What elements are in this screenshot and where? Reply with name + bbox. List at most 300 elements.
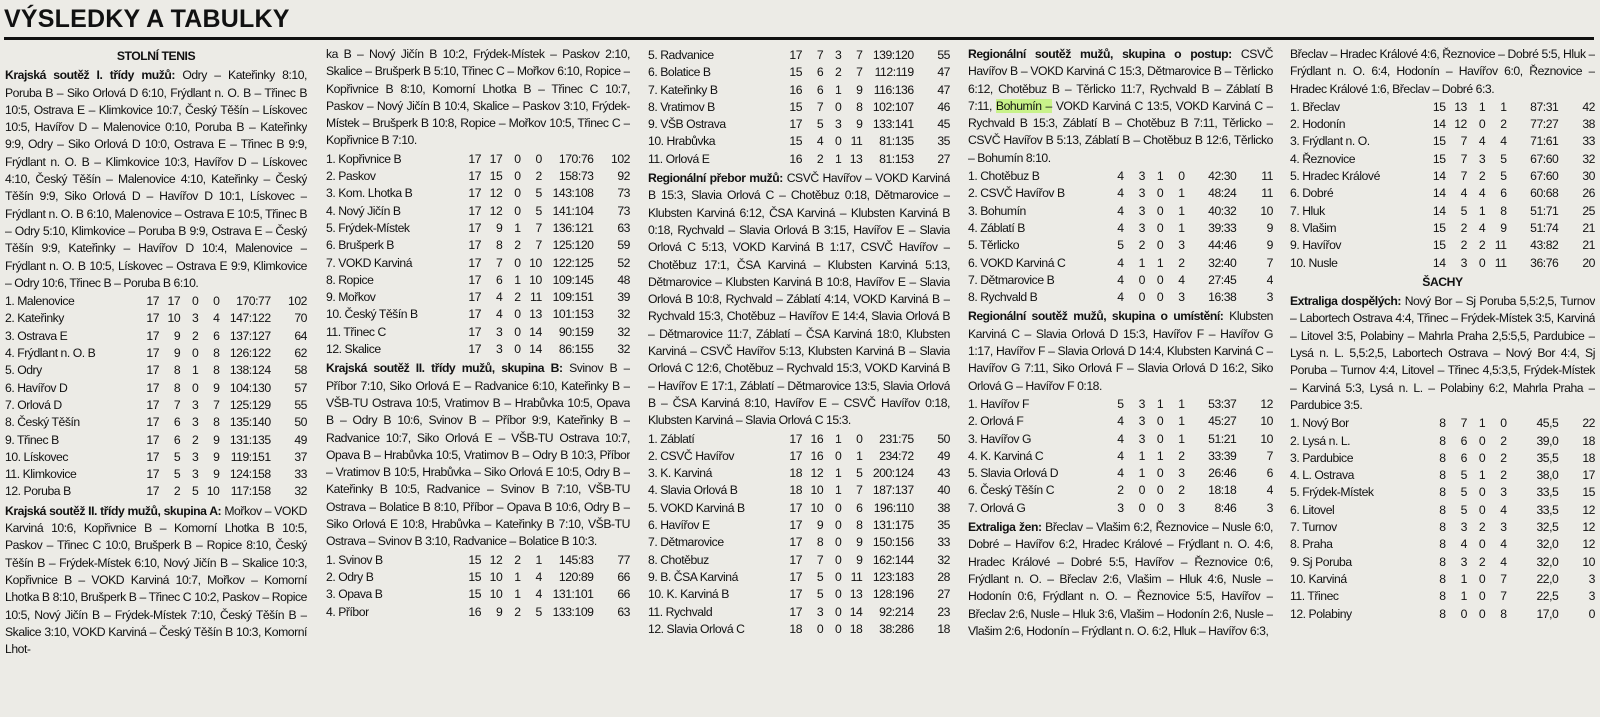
- draws: 0: [1156, 272, 1164, 287]
- losses: 5: [535, 604, 542, 619]
- draws: 0: [1156, 290, 1164, 305]
- losses: 2: [1500, 468, 1507, 483]
- score: 27:45: [1208, 272, 1237, 287]
- played: 8: [1439, 537, 1446, 552]
- table-row: [648, 621, 950, 638]
- points: 3: [1588, 571, 1595, 586]
- losses: 5: [535, 186, 542, 201]
- team-name: 3. Ostrava E: [5, 328, 68, 343]
- table-row: [968, 465, 1273, 482]
- points: 22: [1582, 416, 1595, 431]
- points: 35: [937, 518, 950, 533]
- played: 17: [468, 169, 482, 184]
- wins: 12: [489, 203, 503, 218]
- wins: 5: [173, 449, 181, 464]
- played: 17: [789, 117, 803, 132]
- score: 131:175: [872, 518, 914, 533]
- wins: 7: [1460, 151, 1467, 166]
- team-name: 10. Hrabůvka: [648, 134, 716, 149]
- score: 22,0: [1536, 571, 1559, 586]
- points: 32: [617, 307, 630, 322]
- team-name: 10. Český Těšín B: [326, 307, 418, 322]
- draws: 0: [1478, 433, 1486, 448]
- score: 123:183: [872, 569, 914, 584]
- played: 17: [468, 151, 482, 166]
- results-text: Svinov B – Příbor 7:10, Siko Orlová E – Radvanice 6:10, Kateřinky B – VŠB-TU Ostrava 10:5, Vratimov B – Hrabůvka 10:5, Opava B – Odry B 10:6, Svinov B – Příbor 9:9, Kateřinky B – Radvanice 10:7, Siko Orlová E – VŠB-TU Ostrava 10:7, Opava B – Hrabůvka 10:5, Vratimov B – Odry B 10:3, Příbor – Vratimov B 10:5, Hrabůvka – Siko Orlová E 10:5, Odry B – Kateřinky B 10:5, Radvanice – Svinov B 7:10, VŠB-TU Ostrava – Bolatice B 8:10, Příbor – Opava B 10:6, Odry B – Siko Orlová E 10:8, Hrabůvka – Kateřinky B 7:10, VŠB-TU Ostrava – Svinov B 3:10, Radvanice – Bolatice B 10:3.: [326, 361, 630, 549]
- wins: 2: [816, 151, 824, 166]
- wins: 15: [489, 169, 503, 184]
- losses: 9: [856, 82, 863, 97]
- team-name: 1. Břeclav: [1290, 99, 1340, 114]
- losses: 14: [529, 342, 542, 357]
- played: 18: [789, 483, 803, 498]
- points: 10: [1260, 203, 1273, 218]
- team-name: 6. Havířov E: [648, 518, 710, 533]
- losses: 5: [856, 466, 863, 481]
- results-text: Odry – Kateřinky 8:10, Poruba B – Siko Orlová D 6:10, Frýdlant n. O. B – Třinec B 10:5, Ostrava E – Klimkovice 10:7, Český Těšín – Lískovec 10:5, Havířov D – Malenovice 0:10, Poruba B – Kateřinky 9:9, Odry – Siko Orlová D 10:0, Ostrava E – Třinec B 9:9, Frýdlant n. O. B – Klimkovice 10:3, Havířov D – Lískovec 4:10, Český Těšín – Malenovice 4:10, Kateřinky – Český Těšín 9:9, Siko Orlová D – Havířov D 10:1, Lískovec – Frýdlant n. O. B 6:10, Malenovice – Ostrava E 10:5, Třinec B – Odry 5:10, Klimkovice – Poruba B 9:9, Ostrava E – Český Těšín 9:9, Kateřinky – Havířov D 10:4, Malenovice – Frýdlant n. O. B 10:5, Lískovec – Ostrava E 9:9, Klimkovice – Odry 10:6, Třinec B – Poruba B 6:10.: [5, 68, 307, 290]
- points: 46: [937, 99, 950, 114]
- played: 17: [146, 380, 160, 395]
- losses: 4: [1500, 502, 1507, 517]
- points: 10: [1260, 431, 1273, 446]
- losses: 1: [856, 448, 863, 463]
- wins: 8: [173, 380, 181, 395]
- table-row: [648, 604, 950, 621]
- points: 10: [1582, 554, 1595, 569]
- played: 17: [146, 415, 160, 430]
- draws: 1: [834, 431, 842, 446]
- draws: 0: [1478, 255, 1486, 270]
- table-row: [326, 289, 630, 306]
- standings-table: [326, 552, 630, 621]
- table-row: [1290, 237, 1595, 254]
- draws: 3: [191, 415, 199, 430]
- points: 47: [937, 65, 950, 80]
- wins: 5: [1460, 485, 1467, 500]
- played: 17: [146, 467, 160, 482]
- team-name: 9. Havířov: [1290, 238, 1342, 253]
- points: 40: [937, 483, 950, 498]
- losses: 13: [849, 587, 863, 602]
- wins: 6: [816, 65, 824, 80]
- played: 14: [1432, 203, 1446, 218]
- losses: 4: [535, 569, 542, 584]
- played: 17: [468, 186, 482, 201]
- wins: 1: [1138, 466, 1145, 481]
- points: 49: [937, 448, 950, 463]
- table-row: [1290, 151, 1595, 168]
- played: 3: [1117, 500, 1124, 515]
- losses: 8: [213, 346, 220, 361]
- played: 17: [789, 604, 803, 619]
- score: 17,0: [1536, 606, 1559, 621]
- played: 8: [1439, 606, 1446, 621]
- losses: 2: [1500, 117, 1507, 132]
- points: 3: [1588, 589, 1595, 604]
- losses: 4: [1500, 537, 1507, 552]
- table-row: [326, 552, 630, 569]
- losses: 10: [529, 272, 542, 287]
- played: 17: [146, 432, 160, 447]
- losses: 4: [213, 311, 220, 326]
- played: 8: [1439, 502, 1446, 517]
- played: 15: [468, 569, 482, 584]
- team-name: 3. Pardubice: [1290, 450, 1354, 465]
- points: 27: [937, 151, 950, 166]
- team-name: 2. Paskov: [326, 169, 376, 184]
- played: 17: [468, 342, 482, 357]
- losses: 8: [1500, 203, 1507, 218]
- table-row: [5, 397, 307, 414]
- table-row: [1290, 502, 1595, 519]
- team-name: 4. K. Karviná C: [968, 448, 1044, 463]
- team-name: 3. Havířov G: [968, 431, 1032, 446]
- wins: 12: [489, 552, 503, 567]
- points: 49: [294, 432, 307, 447]
- table-row: [326, 569, 630, 586]
- table-row: [968, 255, 1273, 272]
- score: 112:119: [874, 65, 914, 80]
- played: 17: [468, 203, 482, 218]
- wins: 12: [489, 186, 503, 201]
- results-text: CSVČ Havířov – VOKD Karviná B 15:3, Slavia Orlová C – Chotěbuz 0:18, Dětmarovice – Klubsten Karviná 6:12, ČSA Karviná – Klubsten Karviná B 0:18, Rychvald – Slavia Orlová B 3:15, Havířov E – Slavia Orlová C 5:13, VOKD Karviná B 1:17, CSVČ Havířov – Chotěbuz 17:1, ČSA Karviná – Klubsten Karviná 5:13, Dětmarovice – Klubsten Karviná B 10:8, Havířov E – Slavia Orlová B 10:8, Rychvald – Záblatí 4:14, VOKD Karviná B – Rychvald 15:3, Chotěbuz – Havířov E 14:4, Slavia Orlová B – Dětmarovice 11:7, Záblatí – ČSA Karviná 18:0, Klubsten Karviná – CSVČ Havířov 5:13, Klubsten Karviná B – Slavia Orlová C 12:6, Chotěbuz – Rychvald 15:3, VOKD Karviná B – Havířov E 17:1, Záblatí – Dětmarovice 13:5, Slavia Orlová B – ČSA Karviná 8:10, Havířov E – CSVČ Havířov 0:18, Klubsten Karviná – Slavia Orlová C 15:3.: [648, 171, 950, 428]
- wins: 7: [816, 552, 824, 567]
- losses: 6: [1500, 186, 1507, 201]
- draws: 0: [834, 552, 842, 567]
- draws: 0: [514, 324, 521, 339]
- draws: 1: [834, 82, 842, 97]
- team-name: 11. Orlová E: [648, 151, 710, 166]
- draws: 1: [1156, 169, 1164, 184]
- points: 66: [617, 587, 630, 602]
- losses: 9: [1500, 220, 1507, 235]
- score: 45:27: [1208, 414, 1237, 429]
- losses: 8: [856, 518, 863, 533]
- points: 12: [1582, 520, 1595, 535]
- score: 124:158: [229, 467, 271, 482]
- results-paragraph: [1290, 293, 1595, 414]
- losses: 6: [213, 328, 220, 343]
- played: 8: [1439, 554, 1446, 569]
- draws: 0: [514, 255, 521, 270]
- score: 187:137: [872, 483, 914, 498]
- table-row: [1290, 554, 1595, 571]
- played: 17: [146, 294, 160, 309]
- losses: 1: [1178, 431, 1185, 446]
- wins: 3: [495, 324, 503, 339]
- team-name: 6. Brušperk B: [326, 238, 394, 253]
- wins: 3: [1138, 169, 1145, 184]
- points: 23: [937, 604, 950, 619]
- wins: 5: [816, 117, 824, 132]
- played: 17: [789, 500, 803, 515]
- team-name: 11. Klimkovice: [5, 467, 77, 482]
- losses: 9: [213, 432, 220, 447]
- score: 92:214: [879, 604, 914, 619]
- played: 17: [789, 552, 803, 567]
- wins: 4: [1460, 186, 1467, 201]
- table-row: [326, 272, 630, 289]
- points: 25: [1582, 203, 1595, 218]
- score: 145:83: [558, 552, 594, 567]
- played: 14: [1432, 117, 1446, 132]
- team-name: 9. Třinec B: [5, 432, 59, 447]
- played: 17: [789, 587, 803, 602]
- losses: 2: [1500, 433, 1507, 448]
- team-name: 6. VOKD Karviná C: [968, 255, 1066, 270]
- losses: 1: [1178, 186, 1185, 201]
- played: 14: [1432, 255, 1446, 270]
- losses: 2: [1178, 483, 1185, 498]
- table-row: [968, 272, 1273, 289]
- points: 73: [617, 186, 630, 201]
- draws: 1: [514, 569, 521, 584]
- team-name: 2. Hodonín: [1290, 117, 1346, 132]
- score: 131:101: [552, 587, 594, 602]
- losses: 0: [213, 294, 220, 309]
- losses: 7: [856, 48, 863, 62]
- score: 170:76: [558, 151, 594, 166]
- league-name: Extraliga žen:: [968, 520, 1042, 535]
- draws: 2: [1478, 169, 1486, 184]
- results-paragraph: [5, 503, 307, 659]
- draws: 3: [191, 449, 199, 464]
- losses: 3: [1178, 500, 1185, 515]
- table-row: [968, 185, 1273, 202]
- score: 51:74: [1530, 220, 1559, 235]
- losses: 2: [535, 169, 542, 184]
- wins: 4: [495, 307, 503, 322]
- wins: 10: [167, 311, 181, 326]
- draws: 0: [834, 448, 842, 463]
- played: 8: [1439, 450, 1446, 465]
- losses: 0: [535, 151, 542, 166]
- score: 117:158: [230, 484, 271, 499]
- table-row: [648, 586, 950, 603]
- wins: 3: [495, 342, 503, 357]
- table-row: [1290, 571, 1595, 588]
- played: 4: [1117, 448, 1124, 463]
- score: 33,5: [1536, 502, 1559, 517]
- team-name: 10. Lískovec: [5, 449, 69, 464]
- played: 17: [789, 448, 803, 463]
- team-name: 4. Řeznovice: [1290, 151, 1356, 166]
- score: 8:46: [1214, 500, 1237, 515]
- draws: 0: [1478, 502, 1486, 517]
- points: 33: [1582, 134, 1595, 149]
- draws: 0: [514, 151, 521, 166]
- draws: 0: [1156, 483, 1164, 498]
- league-name: Krajská soutěž II. třídy mužů, skupina B:: [326, 361, 563, 376]
- score: 51:21: [1208, 431, 1237, 446]
- table-row: [1290, 588, 1595, 605]
- standings-table: [1290, 415, 1595, 623]
- score: 26:46: [1208, 466, 1237, 481]
- table-row: [648, 569, 950, 586]
- wins: 10: [810, 500, 824, 515]
- standings-table: [968, 396, 1273, 517]
- table-row: [326, 255, 630, 272]
- played: 16: [789, 82, 803, 97]
- score: 133:141: [872, 117, 914, 132]
- losses: 11: [850, 134, 863, 149]
- table-row: [648, 151, 950, 168]
- losses: 7: [1500, 589, 1507, 604]
- team-name: 8. Chotěbuz: [648, 552, 709, 567]
- team-name: 8. Český Těšín: [5, 415, 80, 430]
- losses: 2: [1500, 450, 1507, 465]
- played: 17: [468, 272, 482, 287]
- points: 50: [294, 415, 307, 430]
- wins: 3: [1138, 396, 1145, 411]
- results-text: Mořkov – VOKD Karviná 10:6, Kopřivnice B – Komorní Lhotka B 10:5, Paskov – Třinec C 10:0, Brušperk B – Ropice 8:10, Český Těšín B – Frýdek-Místek 6:10, Nový Jičín B – Skalice 10:3, Kopřivnice B – VOKD Karviná 10:7, Mořkov – Komorní Lhotka B 8:10, Brušperk B – Třinec C 10:2, Paskov – Ropice 10:5, Nový Jičín B – Frýdek-Místek 7:10, Český Těšín B – Skalice 3:10, VOKD Karviná – Český Těšín B 10:3, Komorní Lhot-: [5, 503, 307, 657]
- draws: 3: [1478, 151, 1486, 166]
- results-text: VOKD Karviná C 13:5, VOKD Karviná C – Rychvald B 15:3, Záblatí B – Chotěbuz B 7:11, Těrlicko – CSVČ Havířov B 5:13, Záblatí B – Chotěbuz B 12:6, Těrlicko – Bohumín 8:10.: [968, 98, 1273, 165]
- column-1: [5, 46, 307, 714]
- played: 4: [1117, 272, 1124, 287]
- score: 39:33: [1208, 220, 1237, 235]
- score: 90:159: [558, 324, 594, 339]
- losses: 1: [535, 552, 542, 567]
- draws: 1: [514, 272, 521, 287]
- draws: 0: [514, 342, 521, 357]
- draws: 0: [1156, 220, 1164, 235]
- table-row: [648, 47, 950, 64]
- team-name: 11. Rychvald: [648, 604, 713, 619]
- points: 45: [937, 117, 950, 132]
- score: 18:18: [1208, 483, 1237, 498]
- wins: 0: [1138, 483, 1145, 498]
- standings-table: [326, 151, 630, 359]
- score: 32,0: [1536, 554, 1559, 569]
- losses: 8: [856, 99, 863, 114]
- score: 143:108: [552, 186, 594, 201]
- draws: 0: [834, 569, 842, 584]
- team-name: 12. Polabiny: [1290, 606, 1352, 621]
- score: 33:39: [1208, 448, 1237, 463]
- wins: 17: [167, 294, 181, 309]
- wins: 7: [1460, 169, 1467, 184]
- points: 18: [937, 621, 950, 636]
- points: 55: [937, 48, 950, 62]
- score: 139:120: [872, 48, 914, 62]
- team-name: 5. Odry: [5, 363, 42, 378]
- wins: 2: [1138, 238, 1145, 253]
- page-title: VÝSLEDKY A TABULKY: [4, 5, 290, 33]
- team-name: 6. Havířov D: [5, 380, 68, 395]
- table-row: [648, 64, 950, 81]
- table-row: [968, 203, 1273, 220]
- played: 17: [789, 518, 803, 533]
- points: 92: [617, 169, 630, 184]
- losses: 1: [1500, 99, 1507, 114]
- results-paragraph: [1290, 46, 1595, 98]
- points: 27: [937, 587, 950, 602]
- losses: 5: [535, 203, 542, 218]
- losses: 8: [213, 363, 220, 378]
- wins: 1: [1138, 448, 1145, 463]
- wins: 3: [816, 604, 824, 619]
- wins: 6: [1460, 450, 1467, 465]
- wins: 0: [1460, 606, 1467, 621]
- table-row: [326, 341, 630, 358]
- score: 16:38: [1208, 290, 1237, 305]
- team-name: 6. Litovel: [1290, 502, 1335, 517]
- played: 8: [1439, 520, 1446, 535]
- results-text: CSVČ Havířov B – VOKD Karviná C 15:3, Dětmarovice B – Těrlicko 6:12, Chotěbuz B – Těrlicko 11:7, Rychvald B – Záblatí B 7:11,: [968, 47, 1273, 113]
- section-heading-table-tennis: STOLNÍ TENIS: [116, 49, 196, 63]
- score: 109:151: [552, 290, 594, 305]
- losses: 18: [849, 621, 863, 636]
- played: 17: [789, 535, 803, 550]
- played: 14: [1432, 186, 1446, 201]
- team-name: 2. Orlová F: [968, 414, 1024, 429]
- losses: 11: [530, 290, 542, 305]
- points: 102: [611, 151, 630, 166]
- points: 35: [937, 134, 950, 149]
- played: 4: [1117, 255, 1124, 270]
- losses: 11: [1494, 238, 1507, 253]
- draws: 0: [1156, 414, 1164, 429]
- table-row: [968, 431, 1273, 448]
- points: 12: [1260, 396, 1273, 411]
- table-row: [326, 185, 630, 202]
- wins: 3: [1138, 220, 1145, 235]
- points: 50: [937, 431, 950, 446]
- draws: 1: [1478, 416, 1486, 431]
- draws: 0: [191, 380, 199, 395]
- page-header: [4, 4, 1594, 42]
- table-row: [326, 203, 630, 220]
- played: 15: [789, 134, 803, 149]
- played: 17: [146, 484, 160, 499]
- played: 8: [1439, 589, 1446, 604]
- team-name: 2. Kateřinky: [5, 311, 64, 326]
- score: 104:130: [229, 380, 271, 395]
- score: 32,5: [1536, 520, 1559, 535]
- played: 17: [146, 363, 160, 378]
- draws: 1: [834, 466, 842, 481]
- wins: 9: [173, 328, 181, 343]
- draws: 0: [834, 587, 842, 602]
- draws: 0: [514, 169, 521, 184]
- table-row: [648, 482, 950, 499]
- team-name: 4. Záblatí B: [968, 220, 1025, 235]
- losses: 6: [856, 500, 863, 515]
- played: 17: [468, 255, 482, 270]
- score: 77:27: [1530, 117, 1559, 132]
- score: 162:144: [872, 552, 914, 567]
- score: 71:61: [1530, 134, 1559, 149]
- team-name: 12. Slavia Orlová C: [648, 621, 745, 636]
- points: 52: [617, 255, 630, 270]
- draws: 0: [191, 294, 199, 309]
- draws: 1: [1156, 255, 1164, 270]
- team-name: 4. Příbor: [326, 604, 369, 619]
- table-row: [648, 465, 950, 482]
- points: 9: [1266, 238, 1273, 253]
- draws: 0: [834, 99, 842, 114]
- points: 3: [1266, 290, 1273, 305]
- losses: 0: [856, 431, 863, 446]
- score: 38,0: [1536, 468, 1559, 483]
- wins: 12: [810, 466, 824, 481]
- team-name: 9. Mořkov: [326, 290, 376, 305]
- wins: 7: [816, 48, 824, 62]
- score: 126:122: [229, 346, 271, 361]
- played: 17: [468, 307, 482, 322]
- league-name: Extraliga dospělých:: [1290, 294, 1401, 309]
